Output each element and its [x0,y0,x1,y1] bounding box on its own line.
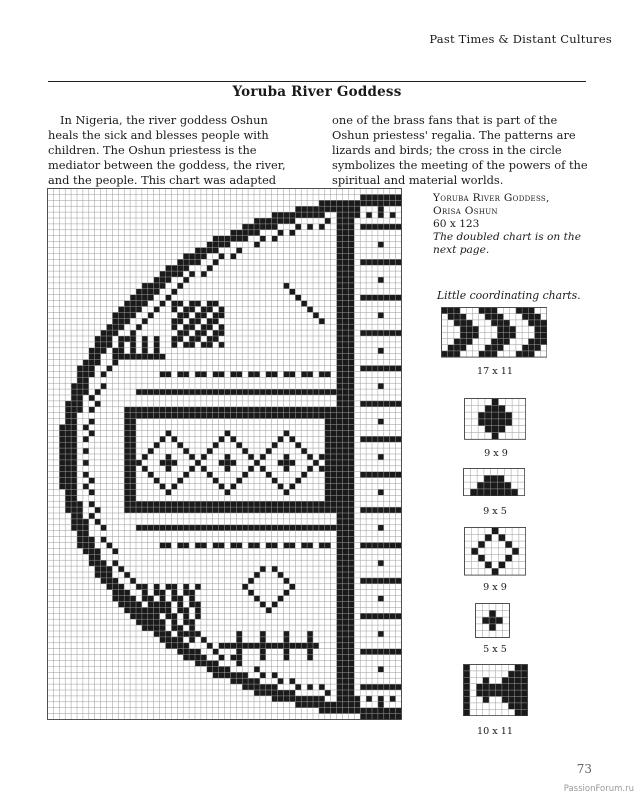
chart-name: Yoruba River Goddess, [433,192,550,204]
title-rule [48,81,586,82]
mini-chart-small-diamond [475,603,510,638]
main-chart-grid [47,188,402,720]
mini-chart-label: 9 x 5 [483,506,507,517]
article-title: Yoruba River Goddess [232,84,402,100]
chart-note: The doubled chart is on the next page. [433,231,581,256]
mini-chart-label: 9 x 9 [484,448,508,459]
page-number: 73 [576,762,592,776]
chart-caption [433,192,603,257]
mini-chart-triangle [463,468,525,496]
mini-chart-chevrons [441,307,547,358]
mini-chart-open-diamond [464,527,526,576]
mini-chart-label: 9 x 9 [483,582,507,593]
chart-subname: Orisa Oshun [433,205,498,217]
running-head: Past Times & Distant Cultures [429,32,612,46]
mini-chart-diamond [464,398,526,440]
watermark: PassionForum.ru [563,784,634,794]
mini-chart-label: 5 x 5 [483,644,507,655]
main-chart [47,188,403,718]
chart-size: 60 x 123 [433,218,480,230]
mini-chart-label: 17 x 11 [477,366,513,377]
body-column-right: one of the brass fans that is part of the Oshun priestess' regalia. The patterns are lizards and birds; the cross in the circle symbolizes the meeting of the powers of the spiritual and material worlds. [332,113,588,187]
mini-chart-label: 10 x 11 [477,726,513,737]
little-charts-heading: Little coordinating charts. [437,289,581,302]
mini-chart-bowtie [463,664,528,716]
body-column-left: In Nigeria, the river goddess Oshun heals the sick and blesses people with children. The Oshun priestess is the mediator between the goddess, the river, and the people. This chart was adapted [48,113,286,187]
